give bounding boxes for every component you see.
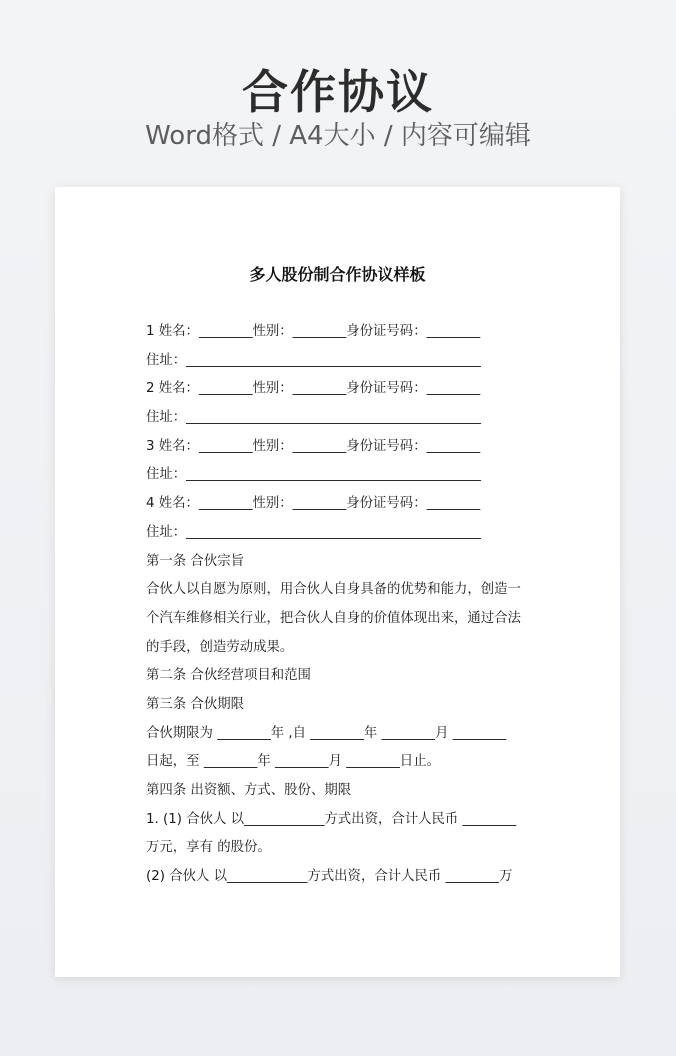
document-page [55, 187, 620, 977]
article-4-text: 万元，享有 的股份。 [146, 840, 271, 856]
article-3-heading: 第三条 合伙期限 [146, 696, 244, 712]
party-4-address-line: 住址：____________________________________________ [146, 524, 481, 540]
document-title: 多人股份制合作协议样板 [249, 265, 426, 284]
page-subtitle: Word格式 / A4大小 / 内容可编辑 [145, 121, 531, 151]
article-4-text: 1. (1) 合伙人 以____________方式出资，合计人民币 ________ [146, 811, 517, 827]
page-title: 合作协议 [242, 65, 434, 119]
party-2-info-line: 2 姓名：________性别：________身份证号码：________ [146, 381, 481, 397]
party-2-address-line: 住址：____________________________________________ [146, 410, 481, 426]
party-3-info-line: 3 姓名：________性别：________身份证号码：________ [146, 438, 481, 454]
article-1-heading: 第一条 合伙宗旨 [146, 553, 244, 569]
document-body [146, 318, 538, 892]
party-1-address-line: 住址：____________________________________________ [146, 352, 481, 368]
article-4-text: (2) 合伙人 以____________方式出资，合计人民币 ________万 [146, 869, 513, 885]
article-1-text: 合伙人以自愿为原则，用合伙人自身具备的优势和能力，创造一 [146, 582, 521, 598]
article-3-text: 日起，至 ________年 ________月 ________日止。 [146, 754, 440, 770]
party-3-address-line: 住址：____________________________________________ [146, 467, 481, 483]
article-4-heading: 第四条 出资额、方式、股份、期限 [146, 783, 352, 798]
party-4-info-line: 4 姓名：________性别：________身份证号码：________ [146, 496, 481, 512]
party-1-info-line: 1 姓名：________性别：________身份证号码：________ [146, 324, 481, 339]
article-1-text: 的手段，创造劳动成果。 [146, 639, 294, 655]
article-3-text: 合伙期限为 ________年 ,自 ________年 ________月 ________ [146, 725, 507, 741]
article-1-text: 个汽车维修相关行业，把合伙人自身的价值体现出来，通过合法 [146, 610, 521, 626]
article-2-heading: 第二条 合伙经营项目和范围 [146, 668, 311, 684]
